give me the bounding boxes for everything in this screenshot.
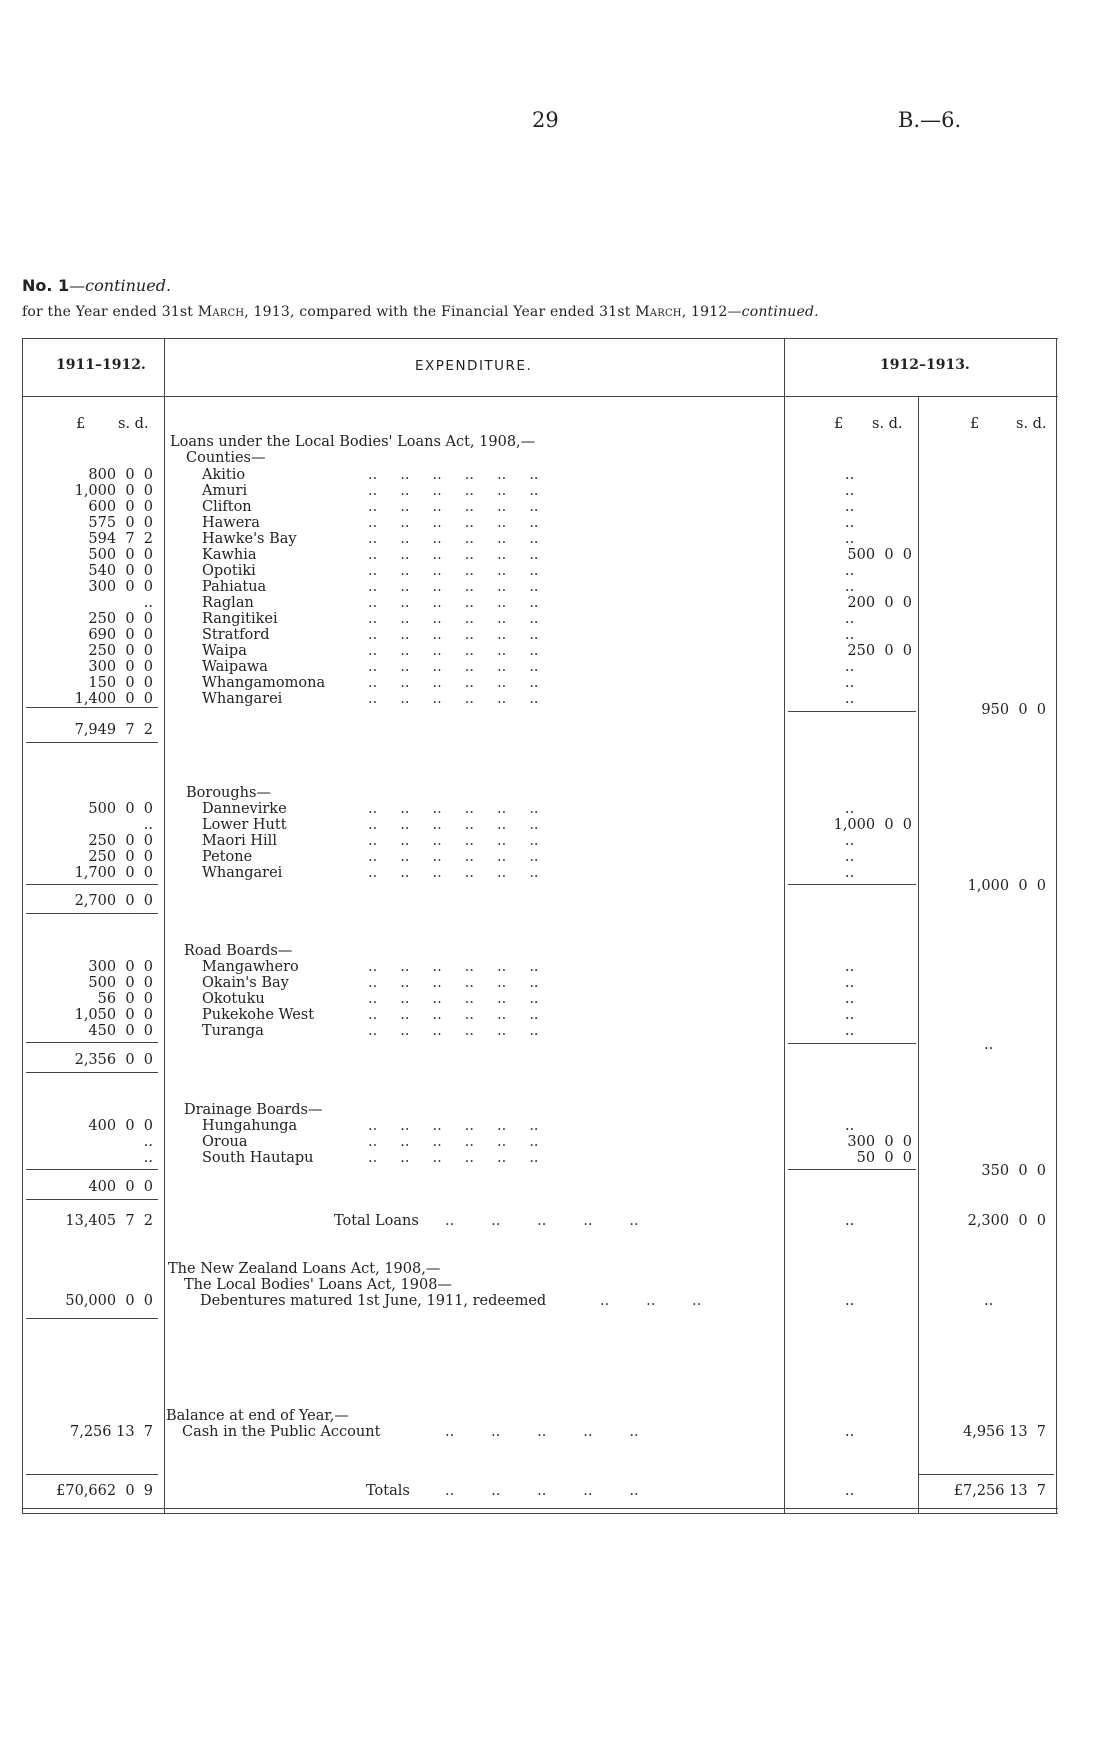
totals-rule-prev xyxy=(26,1474,158,1475)
row-cur-amount: .. xyxy=(845,833,855,849)
section-rule-cur xyxy=(788,1043,916,1044)
section-rule-cur xyxy=(788,1169,916,1170)
sd-cur-a: s. d. xyxy=(872,416,903,432)
row-prev-amount: .. xyxy=(143,1150,153,1166)
section-rule-cur xyxy=(788,884,916,885)
balance-line1: Balance at end of Year,— xyxy=(166,1408,349,1424)
vline-right xyxy=(1056,338,1057,1514)
row-name: Maori Hill xyxy=(202,833,277,849)
row-name: Waipa xyxy=(202,643,247,659)
row-prev-amount: 250 0 0 xyxy=(88,849,153,865)
subtitle-march-1: March xyxy=(197,304,245,320)
page-reference: B.—6. xyxy=(898,108,962,132)
section-total-cur: .. xyxy=(984,1037,994,1053)
row-cur-amount: .. xyxy=(845,691,855,707)
row-prev-amount: 400 0 0 xyxy=(88,1118,153,1134)
row-leaders: .. .. .. .. .. .. xyxy=(368,643,539,659)
section-total-prev: 400 0 0 xyxy=(88,1179,153,1195)
row-name: Turanga xyxy=(202,1023,264,1039)
sd-prev: s. d. xyxy=(118,416,149,432)
nz-loans-leaders: .. .. .. xyxy=(600,1293,702,1309)
boroughs-title: Boroughs— xyxy=(186,785,271,801)
vline-1 xyxy=(164,338,165,1514)
row-prev-amount: .. xyxy=(143,1134,153,1150)
row-name: Stratford xyxy=(202,627,270,643)
row-name: Oroua xyxy=(202,1134,248,1150)
row-cur-amount: .. xyxy=(845,865,855,881)
vline-2 xyxy=(784,338,785,1514)
row-leaders: .. .. .. .. .. .. xyxy=(368,627,539,643)
row-name: Petone xyxy=(202,849,253,865)
balance-cur-b: 4,956 13 7 xyxy=(962,1424,1046,1440)
row-prev-amount: 500 0 0 xyxy=(88,975,153,991)
row-name: South Hautapu xyxy=(202,1150,314,1166)
row-name: Okain's Bay xyxy=(202,975,289,991)
row-cur-amount: .. xyxy=(845,659,855,675)
bottom-rule-1 xyxy=(22,1508,1058,1509)
col-heading-1912: 1912–1913. xyxy=(880,357,970,373)
total-loans-leaders: .. .. .. .. .. xyxy=(445,1213,639,1229)
row-leaders: .. .. .. .. .. .. xyxy=(368,801,539,817)
row-leaders: .. .. .. .. .. .. xyxy=(368,1134,539,1150)
row-cur-amount: 1,000 0 0 xyxy=(833,817,912,833)
row-prev-amount: 56 0 0 xyxy=(97,991,153,1007)
balance-prev: 7,256 13 7 xyxy=(69,1424,153,1440)
row-cur-amount: .. xyxy=(845,801,855,817)
row-leaders: .. .. .. .. .. .. xyxy=(368,1007,539,1023)
row-name: Amuri xyxy=(202,483,248,499)
row-prev-amount: 450 0 0 xyxy=(88,1023,153,1039)
section-rule-prev-bottom xyxy=(26,742,158,743)
row-prev-amount: 594 7 2 xyxy=(88,531,153,547)
row-leaders: .. .. .. .. .. .. xyxy=(368,563,539,579)
total-loans-cur-a: .. xyxy=(845,1213,855,1229)
subtitle-c: , 1912 xyxy=(681,304,728,320)
balance-cur-a: .. xyxy=(845,1424,855,1440)
counties-title: Counties— xyxy=(186,450,266,466)
row-name: Pukekohe West xyxy=(202,1007,315,1023)
row-prev-amount: 150 0 0 xyxy=(88,675,153,691)
row-leaders: .. .. .. .. .. .. xyxy=(368,817,539,833)
pound-sign-prev: £ xyxy=(76,416,86,432)
total-loans-cur-b: 2,300 0 0 xyxy=(967,1213,1046,1229)
row-leaders: .. .. .. .. .. .. xyxy=(368,975,539,991)
row-cur-amount: .. xyxy=(845,991,855,1007)
section-rule-cur xyxy=(788,711,916,712)
totals-leaders: .. .. .. .. .. xyxy=(445,1483,639,1499)
sd-cur-b: s. d. xyxy=(1016,416,1047,432)
row-cur-amount: 50 0 0 xyxy=(856,1150,912,1166)
section-rule-prev-bottom xyxy=(26,1072,158,1073)
section-total-cur: 350 0 0 xyxy=(981,1163,1046,1179)
row-cur-amount: .. xyxy=(845,499,855,515)
row-prev-amount: 1,400 0 0 xyxy=(74,691,153,707)
row-name: Pahiatua xyxy=(202,579,267,595)
row-name: Hawke's Bay xyxy=(202,531,297,547)
row-prev-amount: 1,050 0 0 xyxy=(74,1007,153,1023)
pound-sign-cur-a: £ xyxy=(834,416,844,432)
row-prev-amount: 1,700 0 0 xyxy=(74,865,153,881)
vline-left xyxy=(22,338,23,1514)
row-cur-amount: .. xyxy=(845,675,855,691)
row-cur-amount: .. xyxy=(845,959,855,975)
row-leaders: .. .. .. .. .. .. xyxy=(368,579,539,595)
row-prev-amount: 500 0 0 xyxy=(88,547,153,563)
totals-rule-cur xyxy=(918,1474,1054,1475)
loans-title: Loans under the Local Bodies' Loans Act, 1908,— xyxy=(170,434,536,450)
table-continued: —continued. xyxy=(69,276,172,295)
section-rule-prev xyxy=(26,884,158,885)
row-cur-amount: 300 0 0 xyxy=(847,1134,912,1150)
row-cur-amount: .. xyxy=(845,627,855,643)
subtitle-continued: —continued. xyxy=(727,304,819,320)
row-cur-amount: .. xyxy=(845,483,855,499)
row-prev-amount: 250 0 0 xyxy=(88,643,153,659)
row-leaders: .. .. .. .. .. .. xyxy=(368,595,539,611)
row-leaders: .. .. .. .. .. .. xyxy=(368,833,539,849)
row-leaders: .. .. .. .. .. .. xyxy=(368,1150,539,1166)
total-loans-label: Total Loans xyxy=(334,1213,419,1229)
nz-loans-line2: The Local Bodies' Loans Act, 1908— xyxy=(184,1277,452,1293)
row-prev-amount: 690 0 0 xyxy=(88,627,153,643)
balance-leaders: .. .. .. .. .. xyxy=(445,1424,639,1440)
nz-loans-prev: 50,000 0 0 xyxy=(65,1293,153,1309)
row-name: Hawera xyxy=(202,515,260,531)
nz-loans-rule xyxy=(26,1318,158,1319)
pound-sign-cur-b: £ xyxy=(970,416,980,432)
section-total-prev: 2,356 0 0 xyxy=(74,1052,153,1068)
row-cur-amount: .. xyxy=(845,515,855,531)
row-name: Kawhia xyxy=(202,547,257,563)
row-name: Whangarei xyxy=(202,691,283,707)
row-prev-amount: 800 0 0 xyxy=(88,467,153,483)
total-loans-prev: 13,405 7 2 xyxy=(65,1213,153,1229)
row-prev-amount: 300 0 0 xyxy=(88,959,153,975)
row-leaders: .. .. .. .. .. .. xyxy=(368,515,539,531)
vline-3 xyxy=(918,396,919,1514)
row-cur-amount: .. xyxy=(845,531,855,547)
table-subtitle xyxy=(22,304,819,320)
row-leaders: .. .. .. .. .. .. xyxy=(368,849,539,865)
row-prev-amount: 300 0 0 xyxy=(88,579,153,595)
section-rule-prev-bottom xyxy=(26,913,158,914)
row-name: Raglan xyxy=(202,595,254,611)
bottom-rule-2 xyxy=(22,1513,1058,1514)
row-cur-amount: 500 0 0 xyxy=(847,547,912,563)
nz-loans-line1: The New Zealand Loans Act, 1908,— xyxy=(168,1261,441,1277)
page-number: 29 xyxy=(532,108,559,132)
nz-loans-cur-a: .. xyxy=(845,1293,855,1309)
row-leaders: .. .. .. .. .. .. xyxy=(368,991,539,1007)
row-leaders: .. .. .. .. .. .. xyxy=(368,659,539,675)
row-cur-amount: 200 0 0 xyxy=(847,595,912,611)
row-leaders: .. .. .. .. .. .. xyxy=(368,865,539,881)
drainage-boards-title: Drainage Boards— xyxy=(184,1102,323,1118)
row-leaders: .. .. .. .. .. .. xyxy=(368,611,539,627)
section-rule-prev xyxy=(26,1042,158,1043)
row-prev-amount: 540 0 0 xyxy=(88,563,153,579)
row-prev-amount: 250 0 0 xyxy=(88,833,153,849)
road-boards-title: Road Boards— xyxy=(184,943,293,959)
totals-label: Totals xyxy=(366,1483,410,1499)
row-name: Akitio xyxy=(202,467,246,483)
row-cur-amount: .. xyxy=(845,975,855,991)
section-rule-prev-bottom xyxy=(26,1199,158,1200)
row-leaders: .. .. .. .. .. .. xyxy=(368,959,539,975)
row-name: Hungahunga xyxy=(202,1118,298,1134)
header-rule xyxy=(22,396,1058,397)
row-leaders: .. .. .. .. .. .. xyxy=(368,531,539,547)
nz-loans-cur-b: .. xyxy=(984,1293,994,1309)
section-total-prev: 2,700 0 0 xyxy=(74,893,153,909)
row-name: Lower Hutt xyxy=(202,817,287,833)
col-heading-1911: 1911–1912. xyxy=(56,357,146,373)
totals-prev: £70,662 0 9 xyxy=(56,1483,153,1499)
row-leaders: .. .. .. .. .. .. xyxy=(368,1023,539,1039)
row-prev-amount: 500 0 0 xyxy=(88,801,153,817)
table-number xyxy=(22,276,171,295)
row-prev-amount: .. xyxy=(143,595,153,611)
row-prev-amount: 250 0 0 xyxy=(88,611,153,627)
top-rule xyxy=(22,338,1058,339)
row-leaders: .. .. .. .. .. .. xyxy=(368,547,539,563)
totals-cur-a: .. xyxy=(845,1483,855,1499)
row-name: Opotiki xyxy=(202,563,256,579)
nz-loans-line3: Debentures matured 1st June, 1911, redeemed xyxy=(200,1293,547,1309)
row-prev-amount: 600 0 0 xyxy=(88,499,153,515)
row-cur-amount: .. xyxy=(845,467,855,483)
row-name: Whangamomona xyxy=(202,675,326,691)
row-prev-amount: 300 0 0 xyxy=(88,659,153,675)
balance-line2: Cash in the Public Account xyxy=(182,1424,381,1440)
section-total-cur: 1,000 0 0 xyxy=(967,878,1046,894)
row-name: Whangarei xyxy=(202,865,283,881)
row-prev-amount: 575 0 0 xyxy=(88,515,153,531)
row-name: Mangawhero xyxy=(202,959,299,975)
row-name: Dannevirke xyxy=(202,801,287,817)
row-leaders: .. .. .. .. .. .. xyxy=(368,1118,539,1134)
subtitle-b: , 1913, compared with the Financial Year ended 31st xyxy=(244,304,636,320)
row-leaders: .. .. .. .. .. .. xyxy=(368,675,539,691)
totals-cur-b: £7,256 13 7 xyxy=(953,1483,1046,1499)
row-cur-amount: .. xyxy=(845,849,855,865)
row-cur-amount: .. xyxy=(845,1118,855,1134)
row-leaders: .. .. .. .. .. .. xyxy=(368,499,539,515)
section-rule-prev xyxy=(26,1169,158,1170)
row-cur-amount: .. xyxy=(845,579,855,595)
row-prev-amount: 1,000 0 0 xyxy=(74,483,153,499)
row-name: Rangitikei xyxy=(202,611,278,627)
section-total-cur: 950 0 0 xyxy=(981,702,1046,718)
row-cur-amount: .. xyxy=(845,563,855,579)
col-heading-expenditure: EXPENDITURE. xyxy=(415,358,533,374)
row-leaders: .. .. .. .. .. .. xyxy=(368,467,539,483)
subtitle-march-2: March xyxy=(635,304,682,320)
subtitle-a: for the Year ended 31st xyxy=(22,304,198,320)
section-total-prev: 7,949 7 2 xyxy=(74,722,153,738)
row-leaders: .. .. .. .. .. .. xyxy=(368,691,539,707)
row-cur-amount: .. xyxy=(845,1007,855,1023)
section-rule-prev xyxy=(26,707,158,708)
row-leaders: .. .. .. .. .. .. xyxy=(368,483,539,499)
row-name: Okotuku xyxy=(202,991,265,1007)
row-name: Waipawa xyxy=(202,659,268,675)
row-cur-amount: .. xyxy=(845,611,855,627)
table-no-label: No. 1 xyxy=(22,276,70,295)
row-prev-amount: .. xyxy=(143,817,153,833)
row-cur-amount: 250 0 0 xyxy=(847,643,912,659)
row-name: Clifton xyxy=(202,499,252,515)
row-cur-amount: .. xyxy=(845,1023,855,1039)
